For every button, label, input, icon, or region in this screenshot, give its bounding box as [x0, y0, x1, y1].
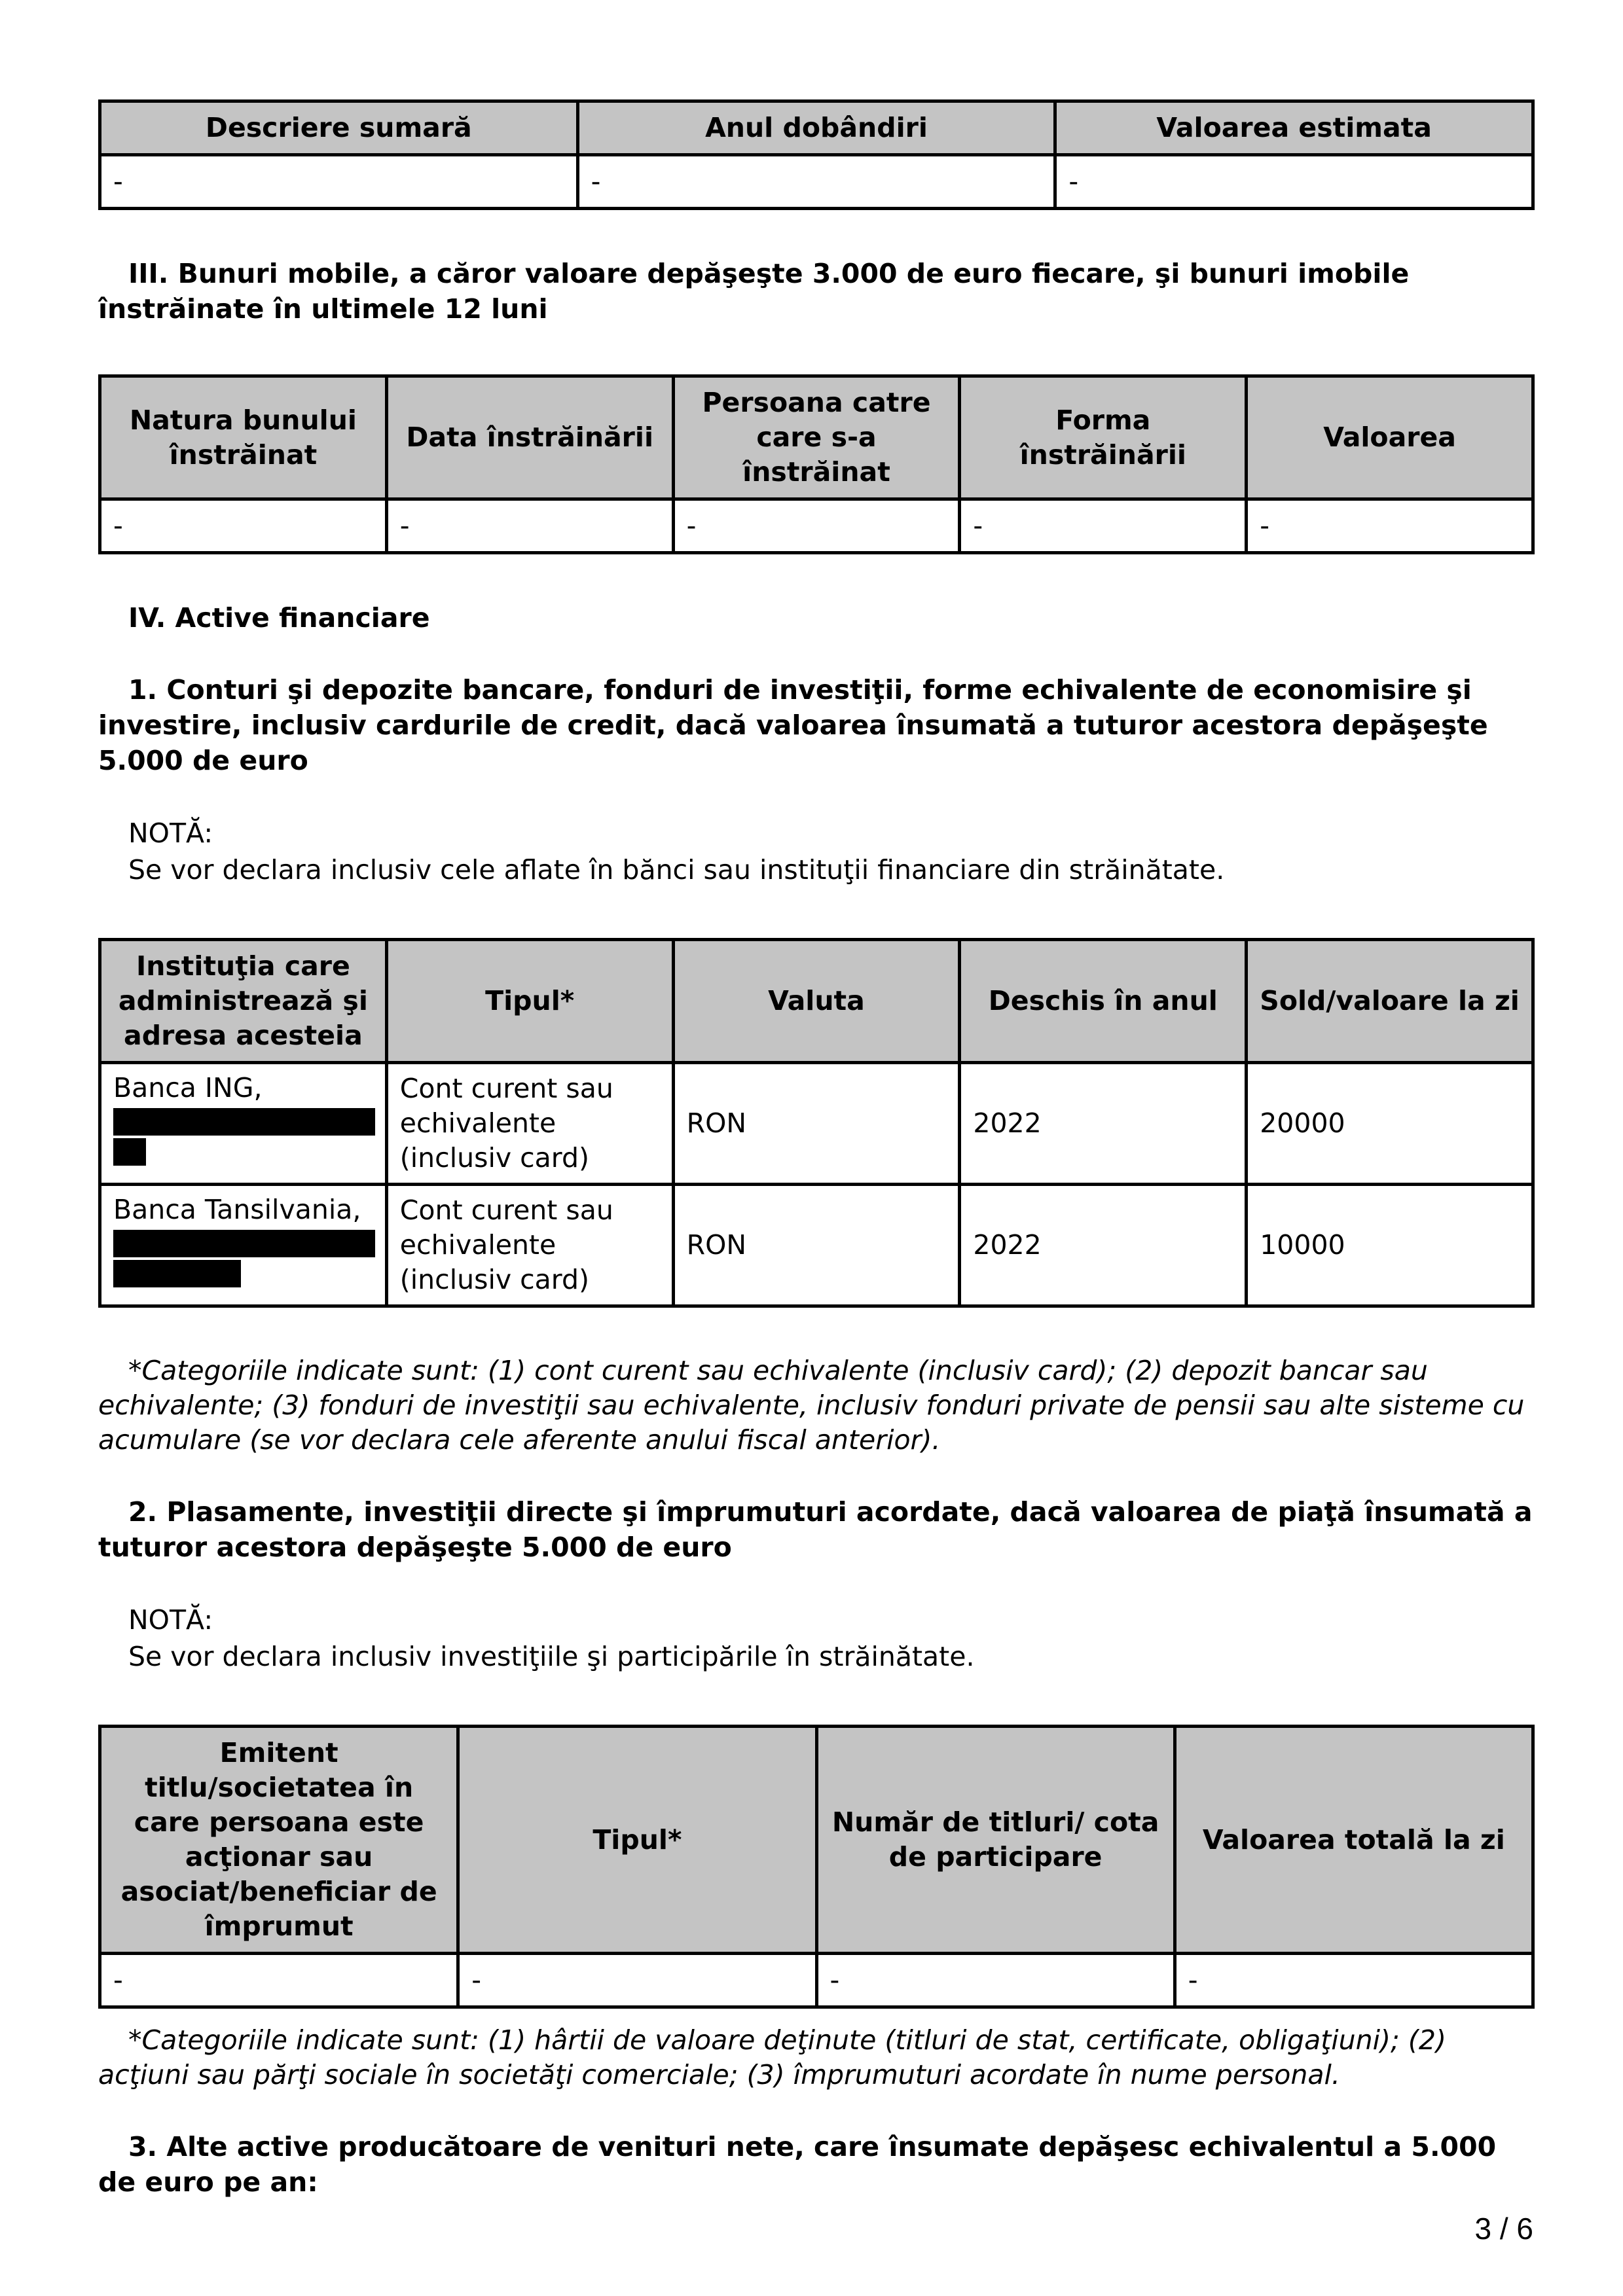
table-cell: - — [816, 1954, 1175, 2007]
col-header: Data înstrăinării — [386, 376, 673, 499]
subsection-heading: 3. Alte active producătoare de venituri nete, care însumate depăşesc echivalentul a 5.000 de euro pe an: — [98, 2131, 1497, 2198]
footnote: *Categoriile indicate sunt: (1) hârtii de valoare deţinute (titluri de stat, certificate, obligaţiuni); (2) acţiuni sau părţi sociale în societăţi comerciale; (3) împrumuturi acordate în nume personal. — [98, 2024, 1446, 2090]
col-header: Anul dobândiri — [577, 101, 1055, 155]
institution-name: Banca ING, — [113, 1072, 263, 1103]
investments-table — [98, 1725, 1535, 2009]
col-header: Tipul* — [386, 940, 673, 1063]
col-header: Valuta — [673, 940, 960, 1063]
col-header: Persoana catre care s-a înstrăinat — [673, 376, 960, 499]
redaction-bar — [113, 1108, 375, 1136]
table-cell: - — [1175, 1954, 1533, 2007]
col-header: Număr de titluri/ cota de participare — [816, 1727, 1175, 1954]
redaction-bar — [113, 1260, 241, 1287]
table-cell: - — [577, 155, 1055, 209]
table-cell: - — [100, 155, 578, 209]
table-row — [100, 155, 1533, 209]
table-cell: Cont curent sau echivalente (inclusiv card) — [386, 1063, 673, 1185]
page-number: 3 / 6 — [1474, 2212, 1533, 2246]
section-heading: IV. Active financiare — [128, 602, 430, 634]
table-row — [100, 1954, 1533, 2007]
col-header: Forma înstrăinării — [960, 376, 1247, 499]
table-cell: - — [458, 1954, 816, 2007]
redaction-bar — [113, 1138, 146, 1166]
table-row — [100, 1063, 1533, 1185]
table-cell: 2022 — [960, 1185, 1247, 1306]
col-header: Descriere sumară — [100, 101, 578, 155]
table-row — [100, 499, 1533, 553]
col-header: Sold/valoare la zi — [1247, 940, 1533, 1063]
table-cell: - — [386, 499, 673, 553]
table-cell: - — [1055, 155, 1533, 209]
institution-cell — [100, 1185, 387, 1306]
table-cell: Cont curent sau echivalente (inclusiv card) — [386, 1185, 673, 1306]
table-cell: RON — [673, 1063, 960, 1185]
table-cell: - — [960, 499, 1247, 553]
table-cell: 20000 — [1247, 1063, 1533, 1185]
institution-name: Banca Tansilvania, — [113, 1194, 361, 1225]
section-heading: III. Bunuri mobile, a căror valoare depăşeşte 3.000 de euro fiecare, şi bunuri imobile înstrăinate în ultimele 12 luni — [98, 258, 1410, 325]
institution-cell — [100, 1063, 387, 1185]
col-header: Emitent titlu/societatea în care persoana este acţionar sau asociat/beneficiar de împrumut — [100, 1727, 458, 1954]
subsection-heading: 2. Plasamente, investiţii directe şi împrumuturi acordate, dacă valoarea de piaţă însumată a tuturor acestora depăşeşte 5.000 de euro — [98, 1496, 1533, 1563]
footnote: *Categoriile indicate sunt: (1) cont curent sau echivalente (inclusiv card); (2) depozit bancar sau echivalente; (3) fonduri de investiţii sau echivalente, inclusiv fonduri private de pensii sau alte sisteme cu acumulare (se vor declara cele aferente anului fiscal anterior). — [98, 1355, 1525, 1456]
col-header: Instituţia care administrează şi adresa acesteia — [100, 940, 387, 1063]
table-cell: - — [100, 499, 387, 553]
table-cell: RON — [673, 1185, 960, 1306]
note-text: Se vor declara inclusiv investiţiile şi participările în străinătate. — [128, 1641, 975, 1672]
note-text: Se vor declara inclusiv cele aflate în bănci sau instituţii financiare din străinătate. — [128, 854, 1225, 886]
col-header: Valoarea estimata — [1055, 101, 1533, 155]
table-cell: - — [673, 499, 960, 553]
table-cell: 2022 — [960, 1063, 1247, 1185]
col-header: Valoarea totală la zi — [1175, 1727, 1533, 1954]
note-label: NOTĂ: — [128, 1604, 213, 1636]
alienated-goods-table — [98, 374, 1535, 554]
note-label: NOTĂ: — [128, 817, 213, 849]
document-page — [98, 99, 1535, 2200]
col-header: Natura bunului înstrăinat — [100, 376, 387, 499]
table-cell: 10000 — [1247, 1185, 1533, 1306]
subsection-heading: 1. Conturi şi depozite bancare, fonduri de investiţii, forme echivalente de economisire şi investire, inclusiv cardurile de credit, dacă valoarea însumată a tuturor acestora depăşeşte 5.000 de euro — [98, 674, 1488, 776]
goods-table — [98, 99, 1535, 210]
col-header: Tipul* — [458, 1727, 816, 1954]
bank-accounts-table — [98, 938, 1535, 1308]
table-cell: - — [100, 1954, 458, 2007]
col-header: Deschis în anul — [960, 940, 1247, 1063]
table-cell: - — [1247, 499, 1533, 553]
table-row — [100, 1185, 1533, 1306]
col-header: Valoarea — [1247, 376, 1533, 499]
redaction-bar — [113, 1230, 375, 1257]
